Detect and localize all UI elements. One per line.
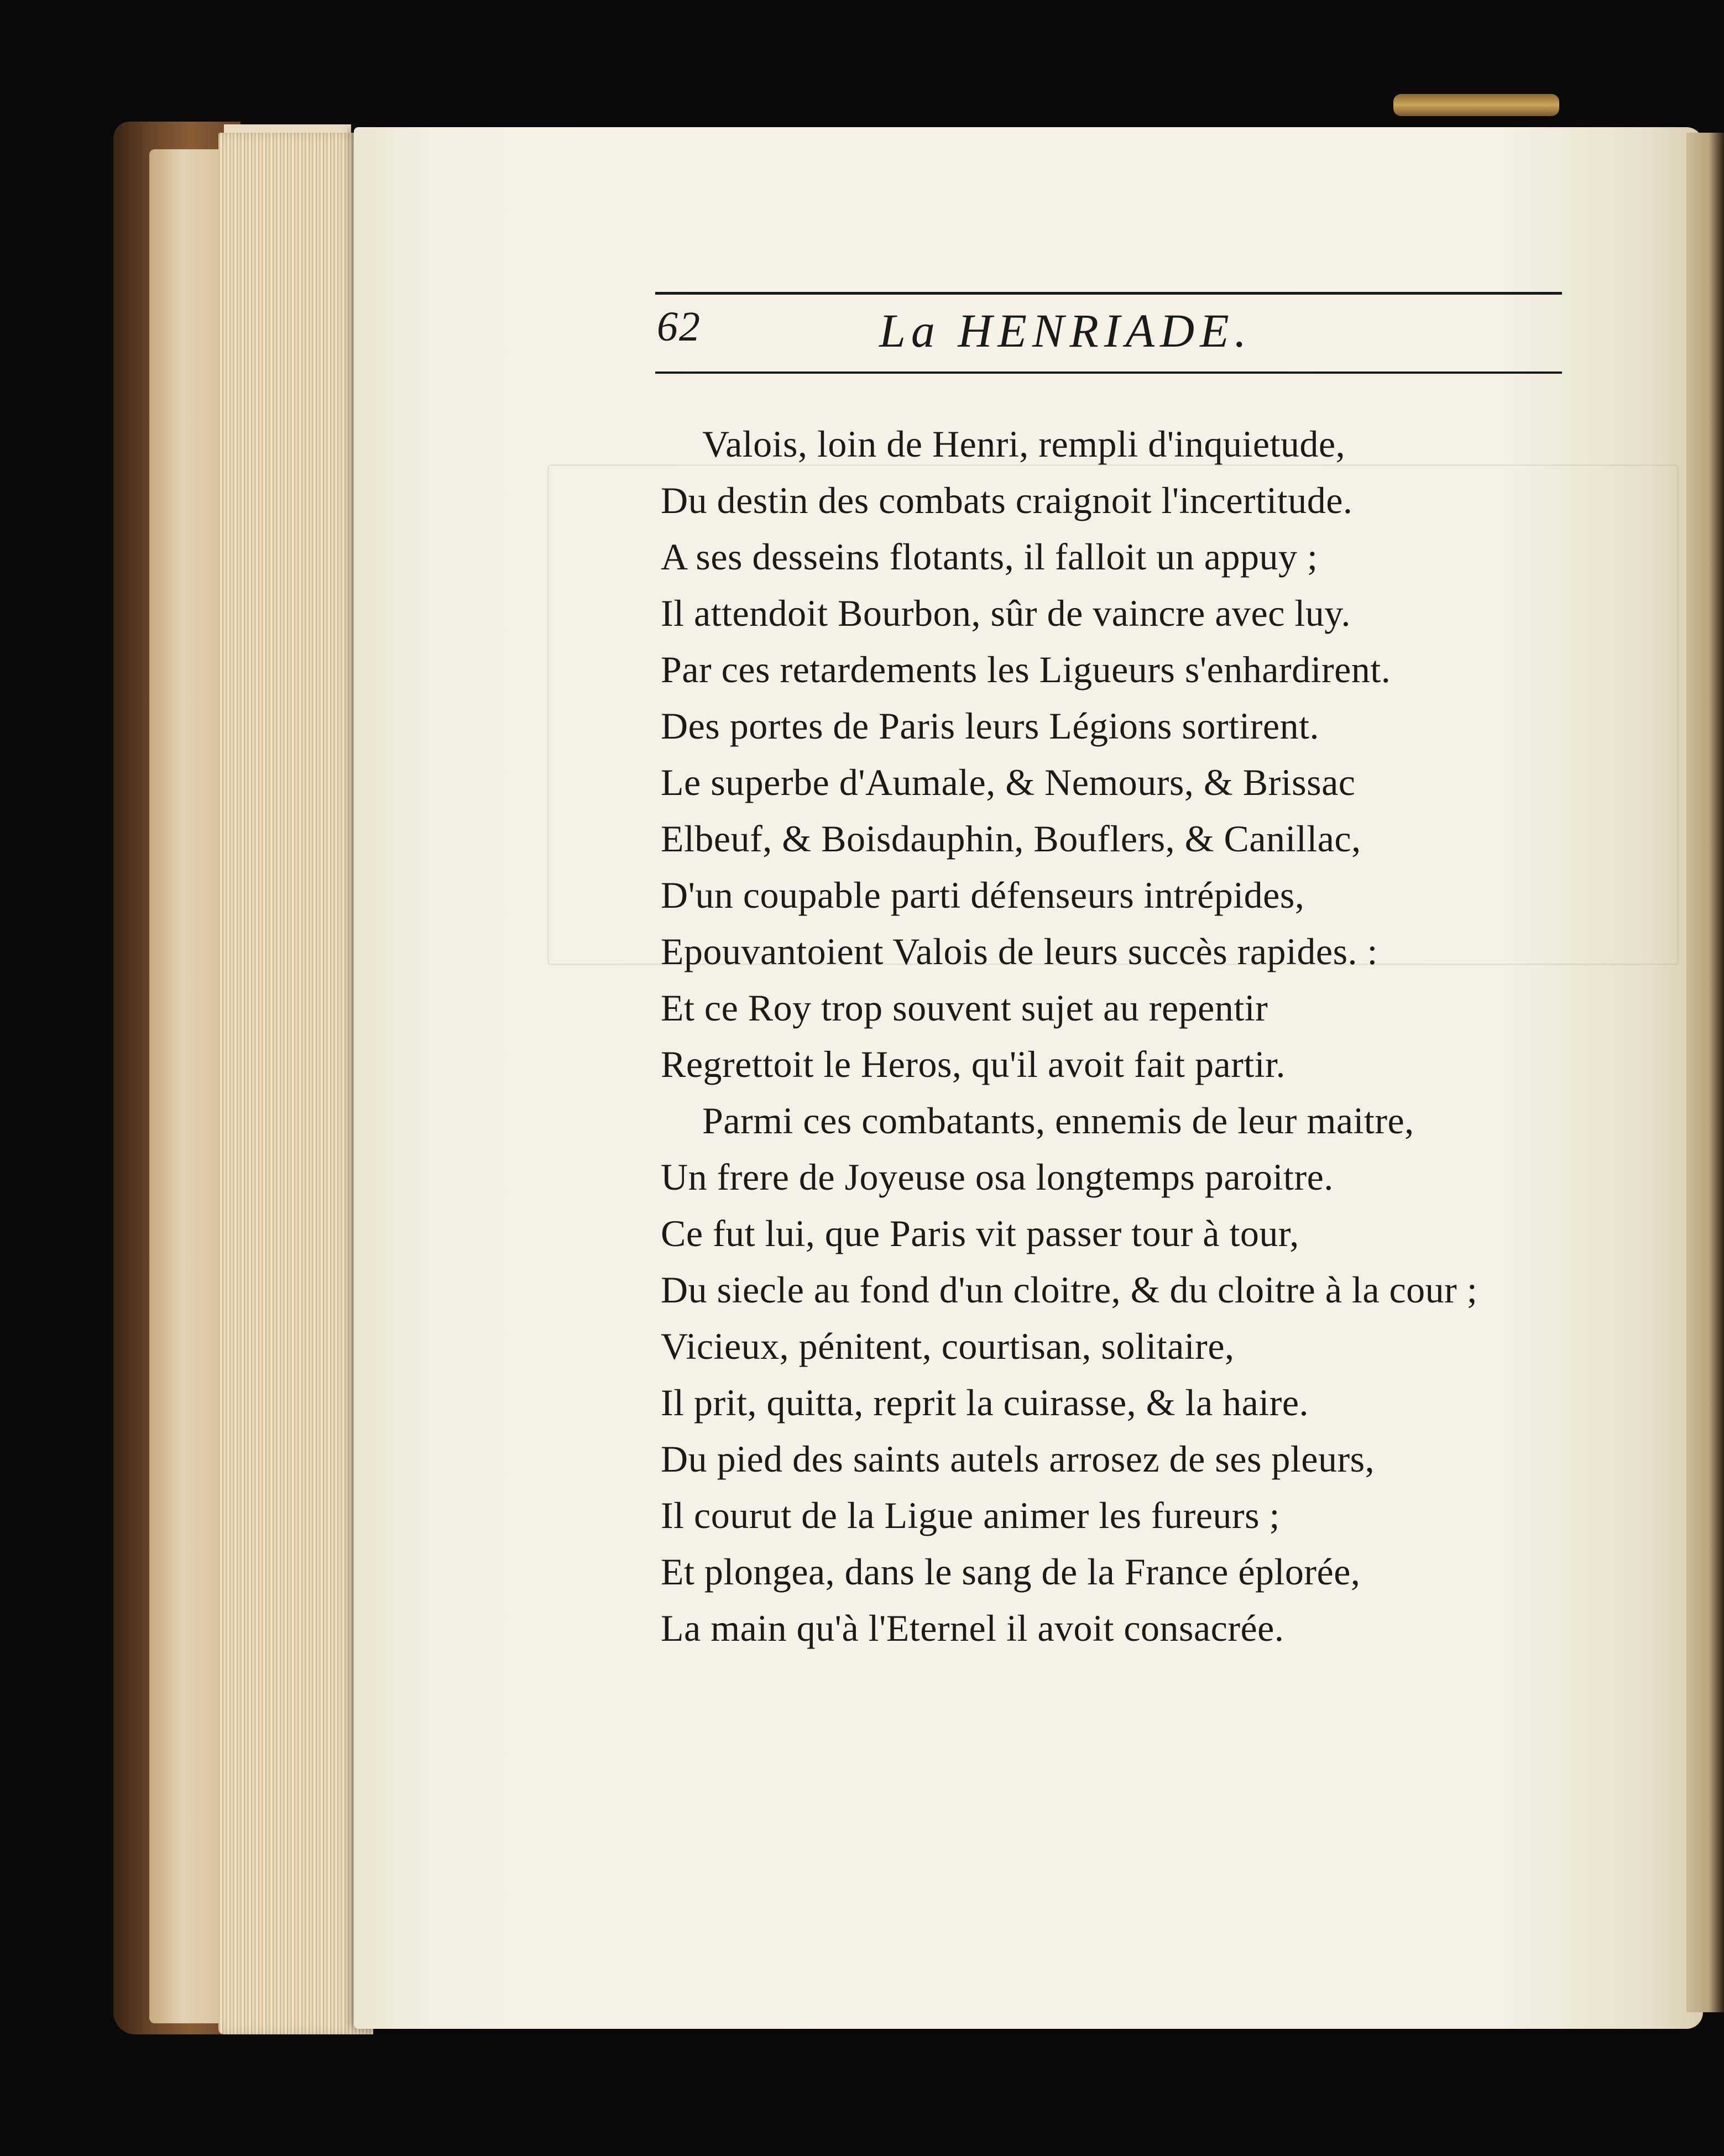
verse-line: Des portes de Paris leurs Légions sortirent. — [661, 705, 1319, 747]
verse-line: Parmi ces combatants, ennemis de leur maitre, — [702, 1100, 1414, 1142]
verse-line: Du siecle au fond d'un cloitre, & du cloitre à la cour ; — [661, 1269, 1478, 1311]
verse-line: Un frere de Joyeuse osa longtemps paroitre. — [661, 1156, 1334, 1198]
verse-line: La main qu'à l'Eternel il avoit consacrée. — [661, 1607, 1284, 1649]
page-edges-stack — [218, 133, 373, 2034]
verse-line: D'un coupable parti défenseurs intrépides, — [661, 874, 1305, 916]
verse-line: Vicieux, pénitent, courtisan, solitaire, — [661, 1325, 1235, 1367]
verse-line: Et ce Roy trop souvent sujet au repentir — [661, 987, 1268, 1029]
facing-page-edge — [1686, 133, 1724, 2012]
verse-line: Il attendoit Bourbon, sûr de vaincre avec luy. — [661, 592, 1351, 634]
verse-line: Regrettoit le Heros, qu'il avoit fait partir. — [661, 1043, 1286, 1085]
page-number: 62 — [657, 303, 701, 350]
verse-line: Ce fut lui, que Paris vit passer tour à tour, — [661, 1212, 1299, 1254]
header-rule-bottom — [655, 371, 1562, 374]
verse-line: Et plongea, dans le sang de la France éplorée, — [661, 1551, 1361, 1593]
clasp-ornament — [1393, 94, 1559, 116]
verse-line: Du pied des saints autels arrosez de ses pleurs, — [661, 1438, 1375, 1480]
verse-block — [661, 416, 1601, 1656]
verse-line: Elbeuf, & Boisdauphin, Bouflers, & Canillac, — [661, 818, 1361, 860]
running-head: La HENRIADE. — [879, 304, 1252, 357]
verse-line: Il courut de la Ligue animer les fureurs ; — [661, 1494, 1280, 1536]
header-rule-top — [655, 292, 1562, 295]
verse-line: A ses desseins flotants, il falloit un appuy ; — [661, 536, 1318, 578]
verse-line: Valois, loin de Henri, rempli d'inquietude, — [702, 423, 1346, 465]
verse-line: Par ces retardements les Ligueurs s'enhardirent. — [661, 648, 1391, 690]
verse-line: Le superbe d'Aumale, & Nemours, & Brissac — [661, 761, 1356, 803]
verse-line: Epouvantoient Valois de leurs succès rapides. : — [661, 930, 1378, 972]
verse-line: Il prit, quitta, reprit la cuirasse, & la haire. — [661, 1381, 1309, 1424]
verse-line: Du destin des combats craignoit l'incertitude. — [661, 479, 1353, 521]
